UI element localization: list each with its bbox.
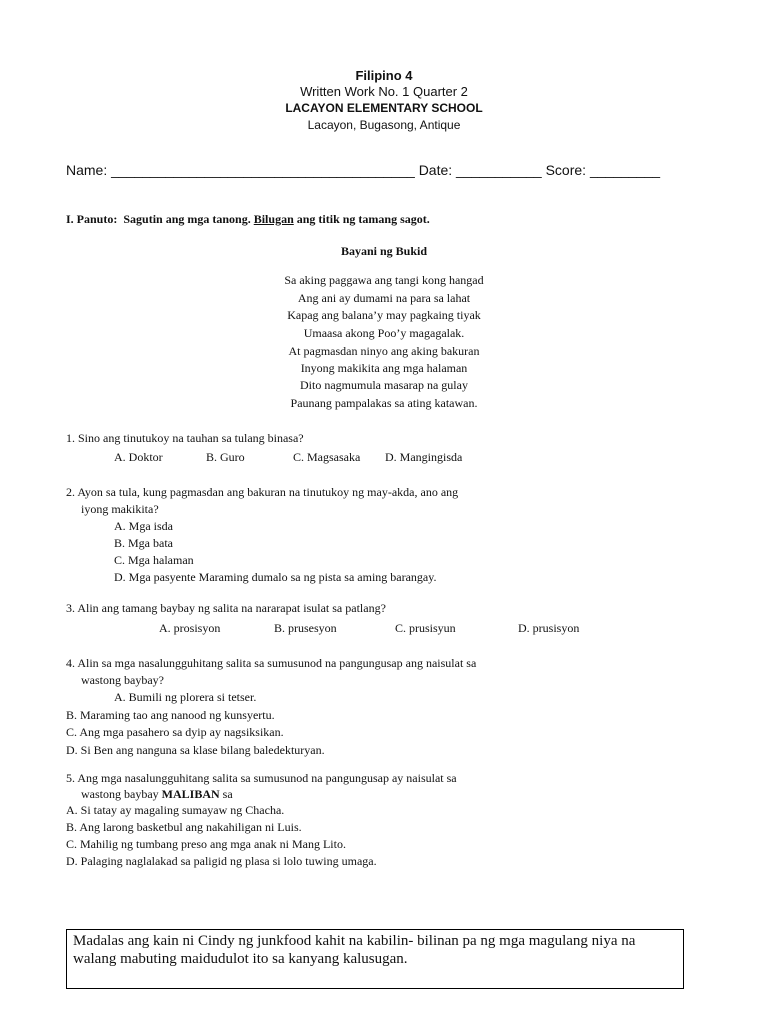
q2-option-d[interactable]: D. Mga pasyente Maraming dumalo sa ng pista sa aming barangay. bbox=[114, 570, 437, 584]
question-4-cont: wastong baybay? bbox=[81, 673, 164, 687]
question-5-cont bbox=[81, 787, 233, 802]
q3-option-d[interactable]: D. prusisyon bbox=[518, 621, 580, 635]
q1-option-b[interactable]: B. Guro bbox=[206, 450, 245, 464]
poem-title: Bayani ng Bukid bbox=[340, 244, 428, 258]
poem-line: Paunang pampalakas sa ating katawan. bbox=[290, 396, 478, 410]
directions-text-a: Sagutin ang mga tanong. bbox=[123, 212, 251, 226]
poem-line: Dito nagmumula masarap na gulay bbox=[300, 378, 468, 392]
name-field[interactable]: _______________________________________ bbox=[111, 162, 415, 178]
q1-option-a[interactable]: A. Doktor bbox=[114, 450, 163, 464]
q4-option-a[interactable]: A. Bumili ng plorera si tetser. bbox=[114, 690, 257, 704]
question-2-cont: iyong makikita? bbox=[81, 502, 159, 516]
q3-option-a[interactable]: A. prosisyon bbox=[159, 621, 221, 635]
poem-line: Kapag ang balana’y may pagkaing tiyak bbox=[287, 308, 481, 322]
student-info-line bbox=[66, 162, 660, 178]
q1-option-c[interactable]: C. Magsasaka bbox=[293, 450, 361, 464]
poem-line: Sa aking paggawa ang tangi kong hangad bbox=[284, 273, 484, 287]
q2-option-c[interactable]: C. Mga halaman bbox=[114, 553, 194, 567]
q5-option-c[interactable]: C. Mahilig ng tumbang preso ang mga anak ni Mang Lito. bbox=[66, 837, 346, 851]
date-label: Date: bbox=[418, 162, 453, 178]
directions bbox=[66, 212, 430, 227]
q5-option-b[interactable]: B. Ang larong basketbul ang nakahiligan ni Luis. bbox=[66, 820, 302, 834]
worksheet-subtitle: Written Work No. 1 Quarter 2 bbox=[300, 84, 468, 99]
q5-text-bold: MALIBAN bbox=[161, 787, 220, 801]
question-3: 3. Alin ang tamang baybay ng salita na nararapat isulat sa patlang? bbox=[66, 601, 386, 615]
q1-option-d[interactable]: D. Mangingisda bbox=[385, 450, 463, 464]
q5-option-d[interactable]: D. Palaging naglalakad sa paligid ng plasa si lolo tuwing umaga. bbox=[66, 854, 377, 868]
poem-line: Ang ani ay dumami na para sa lahat bbox=[297, 291, 471, 305]
q3-option-c[interactable]: C. prusisyun bbox=[395, 621, 456, 635]
question-5: 5. Ang mga nasalungguhitang salita sa sumusunod na pangungusap ay naisulat sa bbox=[66, 771, 457, 785]
q4-option-b[interactable]: B. Maraming tao ang nanood ng kunsyertu. bbox=[66, 708, 275, 722]
poem-line: Umaasa akong Poo’y magagalak. bbox=[303, 326, 465, 340]
q4-option-d[interactable]: D. Si Ben ang nanguna sa klase bilang baledekturyan. bbox=[66, 743, 325, 757]
question-1: 1. Sino ang tinutukoy na tauhan sa tulang binasa? bbox=[66, 431, 304, 445]
directions-underlined: Bilugan bbox=[253, 212, 294, 226]
directions-prefix: I. Panuto: bbox=[66, 212, 118, 226]
q2-option-b[interactable]: B. Mga bata bbox=[114, 536, 173, 550]
school-location: Lacayon, Bugasong, Antique bbox=[307, 118, 461, 132]
date-field[interactable]: ___________ bbox=[456, 162, 542, 178]
scenario-box: Madalas ang kain ni Cindy ng junkfood kahit na kabilin- bilinan pa ng mga magulang niya na walang mabuting maidudulot ito sa kanyang kalusugan. bbox=[66, 929, 684, 989]
question-4: 4. Alin sa mga nasalungguhitang salita sa sumusunod na pangungusap ang naisulat sa bbox=[66, 656, 477, 670]
name-label: Name: bbox=[66, 162, 108, 178]
directions-text-b: ang titik ng tamang sagot. bbox=[296, 212, 430, 226]
q4-option-c[interactable]: C. Ang mga pasahero sa dyip ay nagsiksikan. bbox=[66, 725, 284, 739]
q5-text-a: wastong baybay bbox=[81, 787, 159, 801]
score-field[interactable]: _________ bbox=[589, 162, 661, 178]
question-2: 2. Ayon sa tula, kung pagmasdan ang bakuran na tinutukoy ng may-akda, ano ang bbox=[66, 485, 459, 499]
poem-line: At pagmasdan ninyo ang aking bakuran bbox=[288, 344, 480, 358]
score-label: Score: bbox=[545, 162, 587, 178]
q2-option-a[interactable]: A. Mga isda bbox=[114, 519, 173, 533]
q5-text-b: sa bbox=[222, 787, 233, 801]
worksheet-title: Filipino 4 bbox=[355, 68, 413, 83]
school-name: LACAYON ELEMENTARY SCHOOL bbox=[285, 101, 483, 115]
poem-line: Inyong makikita ang mga halaman bbox=[300, 361, 468, 375]
q5-option-a[interactable]: A. Si tatay ay magaling sumayaw ng Chacha. bbox=[66, 803, 285, 817]
q3-option-b[interactable]: B. prusesyon bbox=[274, 621, 337, 635]
